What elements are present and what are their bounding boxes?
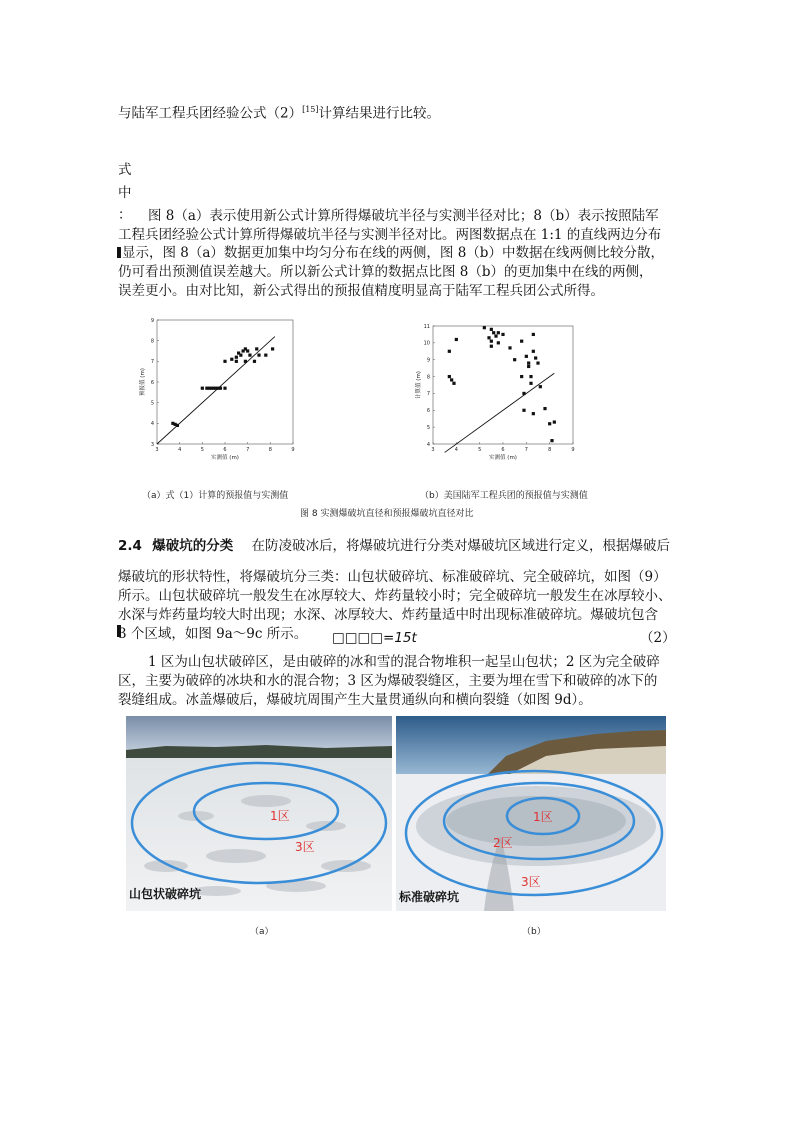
data-point	[532, 333, 535, 336]
chart-b-caption: （b）美国陆军工程兵团的预报值与实测值	[420, 491, 588, 501]
data-point	[553, 420, 556, 423]
zone-label-2-b: 2区	[493, 836, 513, 850]
para2-line-2: 所示。山包状破碎坑一般发生在冰厚较大、炸药量较小时；完全破碎坑一般发生在冰厚较小、	[118, 588, 672, 604]
x-tick-label: 5	[478, 447, 482, 453]
reference-marker: [15]	[302, 105, 319, 114]
intro-line	[118, 100, 440, 124]
data-point	[223, 360, 226, 363]
para2-line-4: 3 个区域，如图 9a～9c 所示。	[118, 626, 308, 642]
data-point	[527, 361, 530, 364]
data-point	[520, 340, 523, 343]
photo-b	[396, 716, 666, 911]
x-tick-label: 9	[291, 447, 295, 453]
data-point	[271, 347, 274, 350]
data-point	[239, 354, 242, 357]
y-tick-label: 9	[426, 357, 430, 364]
photo-a-caption: （a）	[250, 927, 274, 937]
x-tick-label: 6	[223, 447, 227, 453]
para1-line-1: 图 8（a）表示使用新公式计算所得爆破坑半径与实测半径对比；8（b）表示按照陆军	[148, 208, 659, 224]
plot-frame	[433, 326, 573, 444]
data-point	[490, 340, 493, 343]
x-tick-label: 3	[155, 447, 159, 453]
section-number: 2.4	[118, 538, 142, 554]
data-point	[529, 375, 532, 378]
figure8-caption: 图 8 实测爆破坑直径和预报爆破坑直径对比	[300, 509, 474, 519]
side-char-2: 中	[118, 185, 132, 201]
data-point	[450, 378, 453, 381]
zone-label-3: 3区	[295, 840, 315, 854]
x-tick-label: 5	[200, 447, 204, 453]
data-point	[257, 354, 260, 357]
data-point	[532, 350, 535, 353]
x-tick-label: 3	[431, 447, 435, 453]
y-tick-label: 4	[150, 421, 154, 428]
data-point	[201, 387, 204, 390]
y-axis-label: 计算值 (m)	[416, 371, 422, 399]
zone-label-1-b: 1区	[533, 810, 553, 824]
data-point	[550, 439, 553, 442]
x-tick-label: 9	[571, 447, 575, 453]
data-point	[536, 361, 539, 364]
x-axis-label: 实测值 (m)	[211, 455, 239, 461]
chart-a	[135, 312, 300, 472]
para3-line-2: 区，主要为破碎的冰块和水的混合物；3 区为爆破裂缝区，主要为埋在雪下和破碎的冰下的	[118, 673, 658, 689]
data-point	[235, 356, 238, 359]
section-heading-line	[118, 536, 670, 556]
x-tick-label: 7	[246, 447, 250, 453]
data-point	[525, 355, 528, 358]
x-tick-label: 8	[548, 447, 552, 453]
data-point	[483, 326, 486, 329]
data-point	[508, 346, 511, 349]
y-tick-label: 5	[426, 424, 430, 431]
side-char-1: 式	[118, 162, 132, 178]
data-point	[455, 338, 458, 341]
data-point	[490, 328, 493, 331]
para3-line-3: 裂缝组成。冰盖爆破后，爆破坑周围产生大量贯通纵向和横向裂缝（如图 9d）。	[118, 692, 592, 708]
y-tick-label: 9	[150, 317, 154, 324]
y-tick-label: 5	[150, 400, 154, 407]
data-point	[494, 335, 497, 338]
para3-line-1: 1 区为山包状破碎区，是由破碎的冰和雪的混合物堆积一起呈山包状；2 区为完全破碎	[148, 654, 660, 670]
data-point	[522, 409, 525, 412]
para1-line-5: 误差更小。由对比知，新公式得出的预报值精度明显高于陆军工程兵团公式所得。	[118, 283, 604, 299]
data-point	[223, 387, 226, 390]
data-point	[532, 412, 535, 415]
data-point	[490, 345, 493, 348]
data-point	[253, 360, 256, 363]
y-tick-label: 6	[150, 379, 154, 386]
reference-line	[445, 373, 555, 452]
x-tick-label: 4	[178, 447, 182, 453]
data-point	[264, 354, 267, 357]
data-point	[529, 382, 532, 385]
photo-b-caption: （b）	[522, 927, 546, 937]
data-point	[520, 375, 523, 378]
x-tick-label: 6	[501, 447, 505, 453]
formula-number: （2）	[640, 630, 676, 646]
data-point	[219, 387, 222, 390]
y-tick-label: 11	[423, 323, 430, 330]
x-tick-label: 4	[454, 447, 458, 453]
y-tick-label: 8	[150, 338, 154, 345]
chart-a-caption: （a）式（1）计算的预报值与实测值	[142, 491, 289, 501]
y-tick-label: 10	[423, 340, 430, 347]
side-char-3: ：	[118, 207, 132, 223]
y-axis-label: 预报值 (m)	[140, 368, 146, 396]
intro-text: 与陆军工程兵团经验公式（2）	[118, 105, 303, 122]
data-point	[176, 424, 179, 427]
zone-label-3-b: 3区	[521, 875, 541, 889]
data-point	[246, 349, 249, 352]
data-point	[497, 341, 500, 344]
x-tick-label: 7	[524, 447, 528, 453]
data-point	[543, 407, 546, 410]
data-point	[235, 360, 238, 363]
para2-line-1: 爆破坑的形状特性，将爆破坑分三类：山包状破碎坑、标准破碎坑、完全破碎坑，如图（9）	[118, 569, 667, 585]
data-point	[539, 385, 542, 388]
data-point	[497, 331, 500, 334]
data-point	[513, 358, 516, 361]
y-tick-label: 6	[426, 408, 430, 415]
para1-line-3: 显示，图 8（a）数据更加集中均匀分布在线的两侧，图 8（b）中数据在线两侧比较分散，	[122, 245, 664, 261]
data-point	[492, 331, 495, 334]
data-point	[452, 382, 455, 385]
photo-b-label: 标准破碎坑	[399, 890, 460, 904]
y-tick-label: 3	[150, 441, 154, 448]
data-point	[501, 333, 504, 336]
y-tick-label: 4	[426, 441, 430, 448]
zone-label-1: 1区	[270, 809, 290, 823]
data-point	[487, 336, 490, 339]
data-point	[248, 354, 251, 357]
data-point	[548, 422, 551, 425]
photo-a-label: 山包状破碎坑	[129, 887, 202, 901]
intro-tail: 计算结果进行比较。	[318, 105, 441, 122]
section-first-line: 在防凌破冰后，将爆破坑进行分类对爆破坑区域进行定义，根据爆破后	[251, 538, 671, 554]
x-axis-label: 实测值 (m)	[489, 455, 517, 461]
data-point	[255, 347, 258, 350]
y-tick-label: 7	[150, 359, 154, 366]
para2-line-3: 水深与炸药量均较大时出现；水深、冰厚较大、炸药量适中时出现标准破碎坑。爆破坑包含	[118, 607, 658, 623]
data-point	[244, 360, 247, 363]
photo-a	[126, 716, 392, 911]
data-point	[534, 356, 537, 359]
chart-b	[405, 318, 585, 468]
data-point	[448, 350, 451, 353]
margin-mark	[117, 247, 121, 258]
data-point	[527, 365, 530, 368]
y-tick-label: 8	[426, 374, 430, 381]
y-tick-label: 7	[426, 391, 430, 398]
reference-line	[157, 337, 275, 444]
para1-line-4: 仍可看出预测值误差越大。所以新公式计算的数据点比图 8（b）的更加集中在线的两侧，	[118, 264, 653, 280]
data-point	[522, 392, 525, 395]
data-point	[448, 375, 451, 378]
data-point	[230, 358, 233, 361]
section-title: 爆破坑的分类	[152, 538, 234, 554]
x-tick-label: 8	[268, 447, 272, 453]
formula: □□□□=15t	[332, 630, 417, 646]
para1-line-2: 工程兵团经验公式计算所得爆破坑半径与实测半径对比。两图数据点在 1:1 的直线两边分布	[118, 227, 662, 243]
